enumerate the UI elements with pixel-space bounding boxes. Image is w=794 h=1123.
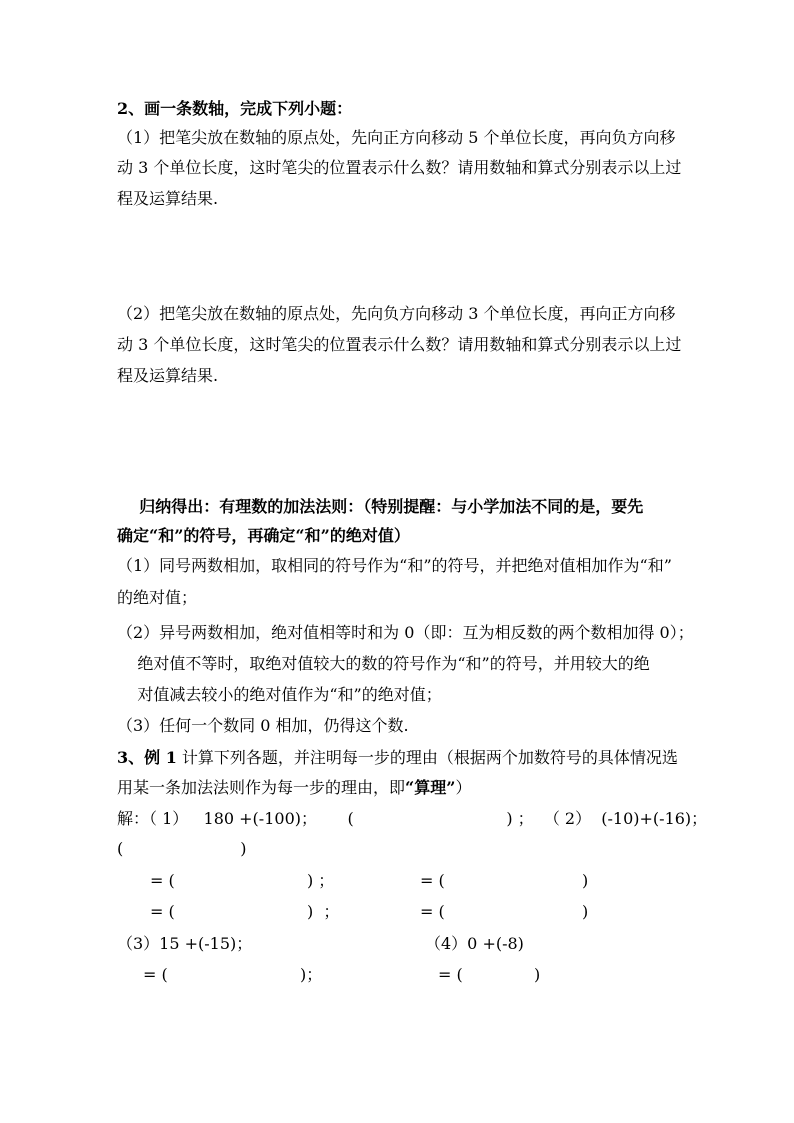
eq-b2: = ( ) xyxy=(420,902,589,921)
rule2-line1: （2）异号两数相加，绝对值相等时和为 0（即：互为相反数的两个数相加得 0）； xyxy=(117,623,694,642)
q2-part1-line2: 动 3 个单位长度，这时笔尖的位置表示什么数？请用数轴和算式分别表示以上过 xyxy=(117,158,682,177)
q2-part1-line1: （1）把笔尖放在数轴的原点处，先向正方向移动 5 个单位长度，再向负方向移 xyxy=(117,128,676,147)
eq-4: = ( ) xyxy=(438,965,541,984)
q2-part2-line3: 程及运算结果. xyxy=(117,366,219,385)
rule-intro-line2: 确定“和”的符号，再确定“和”的绝对值） xyxy=(117,526,410,545)
eq-3: = ( )； xyxy=(143,965,323,984)
q2-part2-line1: （2）把笔尖放在数轴的原点处，先向负方向移动 3 个单位长度，再向正方向移 xyxy=(117,304,676,323)
rule1-line2: 的绝对值； xyxy=(117,588,198,607)
rule2-line3: 对值减去较小的绝对值作为“和”的绝对值； xyxy=(117,685,442,704)
q3-line2-post: ） xyxy=(455,778,472,797)
q3-label: 3、例 1 xyxy=(117,748,177,767)
problem-4: （4）0 +(-8) xyxy=(425,934,524,953)
rule-intro-line1: 归纳得出：有理数的加法法则：（特别提醒：与小学加法不同的是，要先 xyxy=(117,497,644,516)
q3-line2-pre: 用某一条加法法则作为每一步的理由，即 xyxy=(117,778,406,797)
q2-part2-line2: 动 3 个单位长度，这时笔尖的位置表示什么数？请用数轴和算式分别表示以上过 xyxy=(117,335,682,354)
eq-a1: = ( ) ； xyxy=(150,871,335,890)
q2-part1-line3: 程及运算结果. xyxy=(117,189,219,208)
solution-line: 解：（ 1） 180 +(-100)； ( ) ； （ 2） (-10)+(-16)； xyxy=(117,809,708,828)
eq-a2: = ( ) ； xyxy=(150,902,340,921)
rule3-line: （3）任何一个数同 0 相加，仍得这个数. xyxy=(117,716,409,735)
q3-line2 xyxy=(117,777,471,799)
q3-line1-text: 计算下列各题，并注明每一步的理由（根据两个加数符号的具体情况选 xyxy=(176,748,678,767)
solution-continued: ( ) xyxy=(117,839,247,858)
q3-line1 xyxy=(117,747,678,769)
problem-3: （3）15 +(-15)； xyxy=(117,934,253,953)
q3-line2-bold: “算理” xyxy=(405,778,456,797)
q2-heading: 2、画一条数轴，完成下列小题： xyxy=(117,99,353,118)
eq-b1: = ( ) xyxy=(420,871,589,890)
rule2-line2: 绝对值不等时，取绝对值较大的数的符号作为“和”的符号，并用较大的绝 xyxy=(117,654,650,673)
rule1-line1: （1）同号两数相加，取相同的符号作为“和”的符号，并把绝对值相加作为“和” xyxy=(117,556,672,575)
